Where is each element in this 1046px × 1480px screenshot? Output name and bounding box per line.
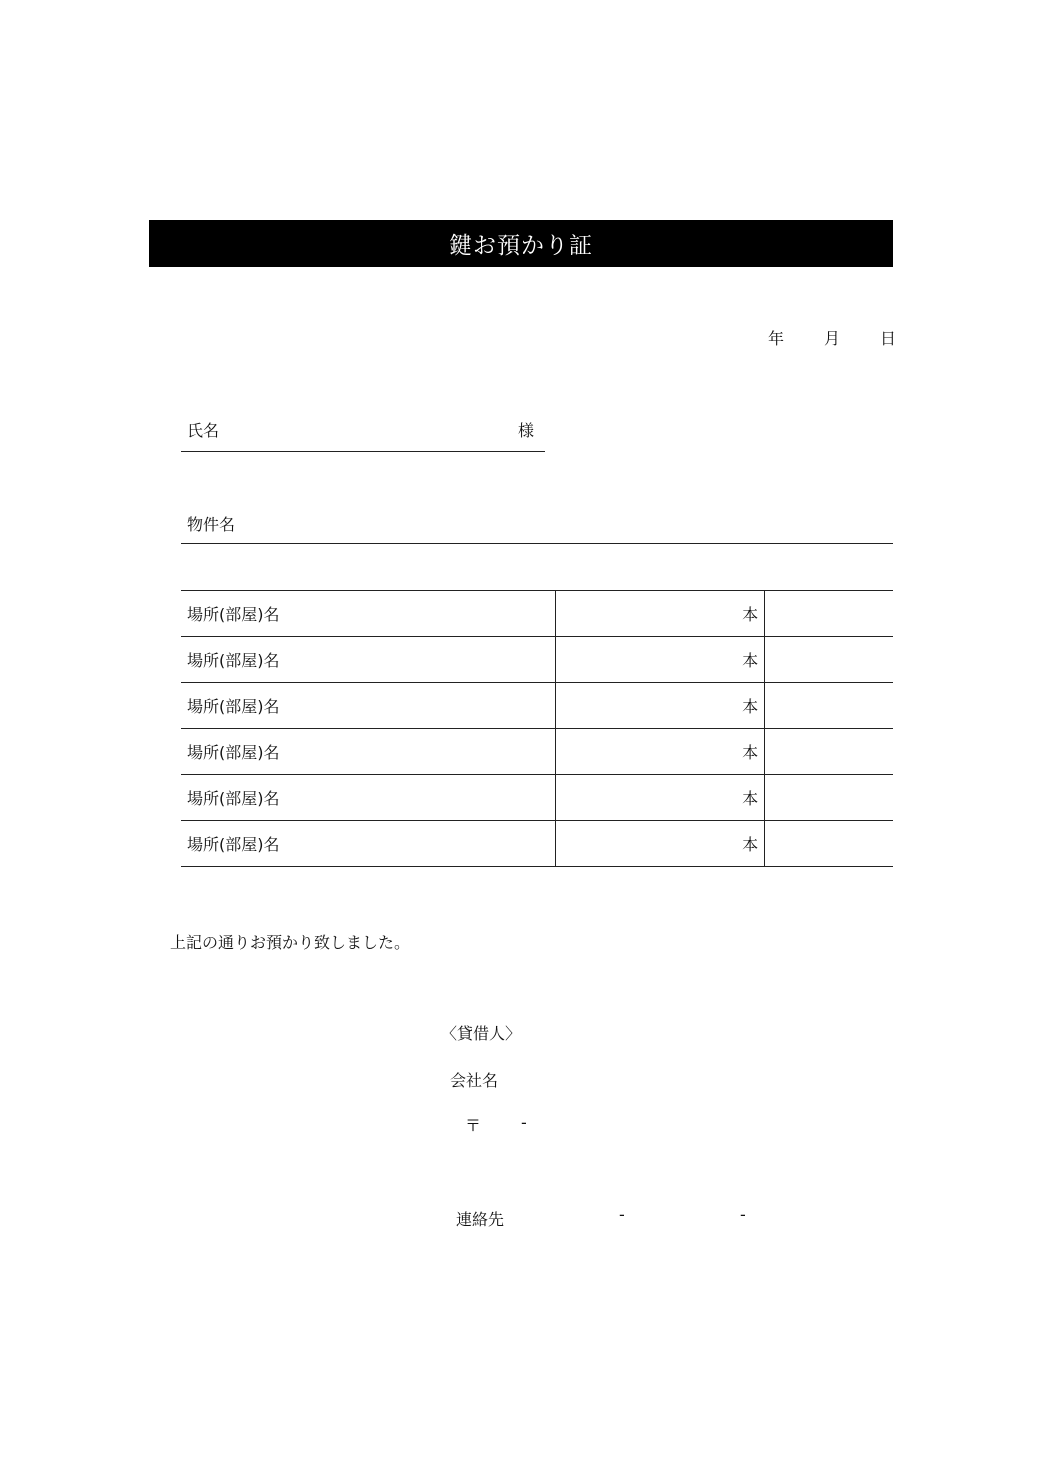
postal-mark: 〒 [465,1116,482,1135]
year-label: 年 [768,329,785,348]
table-row [181,729,893,775]
month-label: 月 [824,329,841,348]
place-cell: 場所(部屋)名 [181,591,556,637]
keys-table [181,590,893,867]
company-label: 会社名 [450,1071,499,1090]
table-row [181,775,893,821]
count-cell: 本 [556,775,765,821]
note-cell [765,729,893,775]
name-underline [181,451,545,452]
postal-separator: - [521,1113,527,1132]
table-row [181,637,893,683]
note-cell [765,775,893,821]
count-cell: 本 [556,591,765,637]
note-cell [765,683,893,729]
table-row [181,591,893,637]
receipt-statement: 上記の通りお預かり致しました。 [170,933,411,952]
count-cell: 本 [556,683,765,729]
note-cell [765,821,893,867]
place-cell: 場所(部屋)名 [181,729,556,775]
property-label: 物件名 [187,515,236,534]
contact-separator-1: - [619,1205,625,1224]
count-cell: 本 [556,821,765,867]
table-row [181,821,893,867]
place-cell: 場所(部屋)名 [181,683,556,729]
date-row [760,326,900,350]
document-title [149,220,893,267]
place-cell: 場所(部屋)名 [181,821,556,867]
note-cell [765,637,893,683]
contact-label: 連絡先 [456,1210,505,1229]
document-title-text: 鍵お預かり証 [449,233,593,259]
contact-separator-2: - [740,1205,746,1224]
lessor-heading: 〈貸借人〉 [441,1024,522,1043]
count-cell: 本 [556,729,765,775]
honorific-label: 様 [518,421,535,440]
table-row [181,683,893,729]
property-underline [181,543,893,544]
count-cell: 本 [556,637,765,683]
place-cell: 場所(部屋)名 [181,775,556,821]
note-cell [765,591,893,637]
name-label: 氏名 [187,421,220,440]
place-cell: 場所(部屋)名 [181,637,556,683]
day-label: 日 [880,329,897,348]
